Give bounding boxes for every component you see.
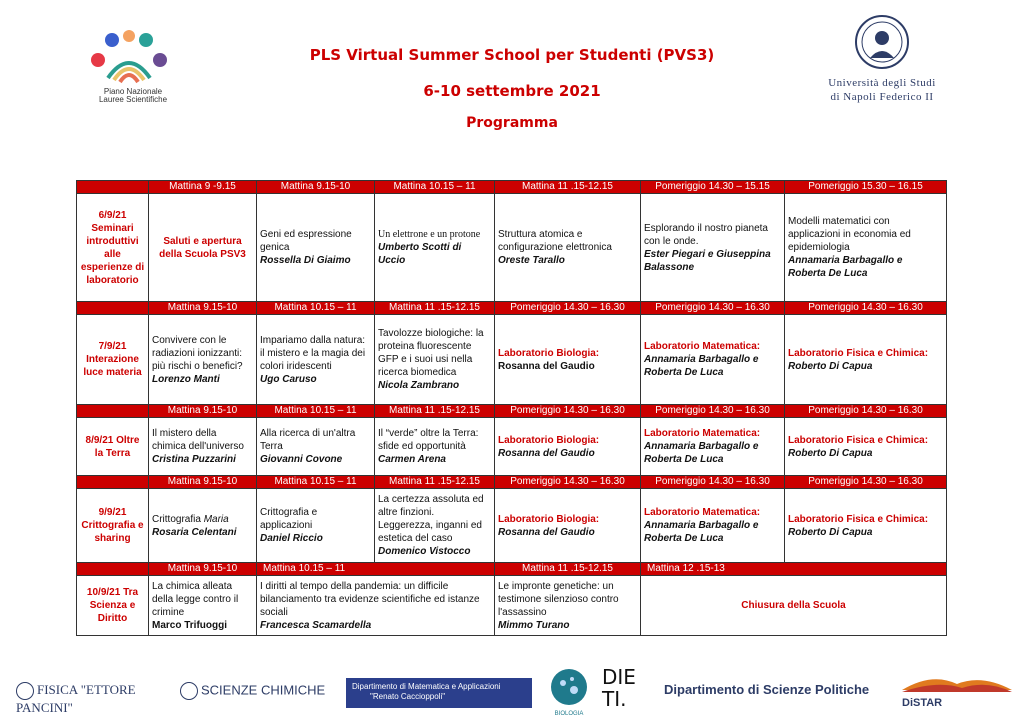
dieti-text-1: DIE [602, 665, 636, 689]
lab-cell [785, 489, 947, 563]
slot-header: Mattina 11 .15-12.15 [375, 405, 495, 418]
session-title: Un elettrone e un protone [378, 229, 481, 240]
lab-names: Annamaria Barbagallo e Roberta De Luca [644, 520, 759, 544]
lab-title: Laboratorio Fisica e Chimica: [788, 513, 929, 525]
session-speaker: Domenico Vistocco [378, 546, 471, 557]
lab-title: Laboratorio Matematica: [644, 428, 761, 439]
session-cell [257, 576, 495, 636]
table-row [77, 194, 947, 302]
session-speaker: Marco Trifuoggi [152, 619, 227, 631]
session-title: La certezza assoluta ed altre finzioni. Leggerezza, inganni ed estetica del caso [378, 494, 484, 544]
lab-names: Roberto Di Capua [788, 360, 873, 372]
university-line1: Università degli Studi [828, 77, 936, 89]
slot-header: Pomeriggio 14.30 – 16.30 [641, 405, 785, 418]
day-label: 7/9/21 Interazione luce materia [77, 315, 149, 405]
lab-cell [641, 418, 785, 476]
session-title: Il mistero della chimica dell'universo [152, 428, 244, 452]
dieti-logo [602, 666, 642, 714]
university-logo [812, 14, 952, 110]
header-row [77, 405, 947, 418]
closing-cell: Chiusura della Scuola [641, 576, 947, 636]
session-cell [149, 315, 257, 405]
lab-names: Annamaria Barbagallo e Roberta De Luca [644, 441, 759, 465]
chimiche-text: SCIENZE CHIMICHE [201, 682, 326, 698]
slot-header: Pomeriggio 14.30 – 16.30 [785, 476, 947, 489]
session-title: Crittografia [152, 513, 201, 525]
lab-names: Rosanna del Gaudio [498, 447, 595, 459]
lab-title: Laboratorio Biologia: [498, 434, 600, 446]
university-seal-icon [854, 14, 910, 70]
slot-header: Mattina 10.15 – 11 [257, 563, 495, 576]
day-cell-blank [77, 476, 149, 489]
slot-header: Pomeriggio 14.30 – 16.30 [495, 476, 641, 489]
matematica-logo [346, 678, 532, 708]
table-row [77, 418, 947, 476]
lab-cell [495, 418, 641, 476]
day-label: 6/9/21 Seminari introduttivi alle esperienze di laboratorio [77, 194, 149, 302]
lab-title: Laboratorio Matematica: [644, 341, 761, 352]
session-cell [375, 489, 495, 563]
session-title: Crittografia e applicazioni [260, 507, 318, 531]
chimiche-logo [180, 682, 330, 702]
session-speaker: Francesca Scamardella [260, 619, 372, 631]
slot-header: Mattina 12 .15-13 [641, 563, 947, 576]
session-title: Tavolozze biologiche: la proteina fluorescente GFP e i suoi usi nella ricerca biomedica [378, 328, 484, 378]
slot-header: Pomeriggio 14.30 – 16.30 [785, 302, 947, 315]
slot-header: Pomeriggio 14.30 – 16.30 [641, 302, 785, 315]
pls-line2: Lauree Scientifiche [98, 95, 168, 104]
session-speaker: Ester Piegari e Giuseppina Balassone [644, 248, 771, 273]
lab-cell [495, 315, 641, 405]
biologia-text: BIOLOGIA [554, 711, 584, 717]
session-cell [495, 576, 641, 636]
session-cell [375, 315, 495, 405]
session-title: La chimica alleata della legge contro il crimine [152, 580, 239, 618]
session-title: Geni ed espressione genica [260, 229, 352, 253]
day-cell-blank [77, 563, 149, 576]
session-speaker: Mimmo Turano [498, 619, 570, 631]
session-cell [785, 194, 947, 302]
slot-header: Mattina 11 .15-12.15 [495, 563, 641, 576]
table-row [77, 315, 947, 405]
lab-names: Rosanna del Gaudio [498, 526, 595, 538]
footer-logos [0, 664, 1024, 720]
session-speaker: Carmen Arena [378, 454, 446, 465]
session-cell [257, 194, 375, 302]
biologia-logo [548, 668, 590, 717]
slot-header: Mattina 11 .15-12.15 [495, 181, 641, 194]
page-subtitle: Programma [466, 115, 558, 131]
fisica-seal-icon [16, 682, 34, 700]
session-speaker: Rosaria Celentani [152, 526, 237, 538]
session-title: Esplorando il nostro pianeta con le onde. [644, 222, 768, 247]
session-cell [641, 194, 785, 302]
dieti-text-2: TI. [602, 687, 627, 711]
session-cell [257, 489, 375, 563]
session-speaker: Umberto Scotti di Uccio [378, 242, 462, 266]
session-speaker: Giovanni Covone [260, 454, 343, 465]
session-speaker: Oreste Tarallo [498, 255, 565, 266]
slot-header: Mattina 9.15-10 [149, 476, 257, 489]
pls-line1: Piano Nazionale [103, 87, 163, 96]
slot-header: Pomeriggio 14.30 – 16.30 [641, 476, 785, 489]
lab-title: Laboratorio Biologia: [498, 513, 600, 525]
session-cell [495, 194, 641, 302]
session-speaker: Annamaria Barbagallo e Roberta De Luca [788, 255, 903, 279]
session-speaker: Cristina Puzzarini [152, 454, 236, 465]
slot-header: Mattina 9.15-10 [149, 405, 257, 418]
session-cell [375, 418, 495, 476]
session-cell [149, 489, 257, 563]
session-title: Struttura atomica e configurazione elettronica [498, 229, 612, 253]
lab-cell [495, 489, 641, 563]
lab-names: Roberto Di Capua [788, 447, 873, 459]
slot-header: Pomeriggio 15.30 – 16.15 [785, 181, 947, 194]
slot-header: Pomeriggio 14.30 – 15.15 [641, 181, 785, 194]
lab-title: Laboratorio Biologia: [498, 347, 600, 359]
slot-header: Mattina 9.15-10 [257, 181, 375, 194]
session-title: Le impronte genetiche: un testimone silenzioso contro l'assassino [498, 580, 619, 618]
lab-names: Rosanna del Gaudio [498, 360, 595, 372]
slot-header: Mattina 11 .15-12.15 [375, 302, 495, 315]
session-cell [149, 418, 257, 476]
header-row [77, 302, 947, 315]
lab-names: Annamaria Barbagallo e Roberta De Luca [644, 354, 759, 378]
session-title-italic: Maria [203, 513, 229, 525]
session-title: Alla ricerca di un'altra Terra [260, 428, 356, 452]
day-label: 9/9/21 Crittografia e sharing [77, 489, 149, 563]
biologia-emblem-icon [548, 668, 590, 706]
slot-header: Mattina 10.15 – 11 [257, 302, 375, 315]
page-dates: 6-10 settembre 2021 [423, 82, 601, 100]
session-cell [375, 194, 495, 302]
session-speaker: Daniel Riccio [260, 533, 323, 544]
slot-header: Mattina 10.15 – 11 [257, 476, 375, 489]
day-cell-blank [77, 302, 149, 315]
lab-title: Laboratorio Fisica e Chimica: [788, 434, 929, 446]
header-row [77, 476, 947, 489]
lab-names: Roberto Di Capua [788, 526, 873, 538]
slot-header: Pomeriggio 14.30 – 16.30 [495, 302, 641, 315]
session-title: Il “verde” oltre la Terra: sfide ed opportunità [378, 428, 479, 452]
fisica-logo [16, 682, 176, 716]
slot-header: Mattina 10.15 – 11 [257, 405, 375, 418]
day-label: 10/9/21 Tra Scienza e Diritto [77, 576, 149, 636]
matematica-text-1: Dipartimento di Matematica e Applicazioni [352, 682, 501, 691]
slot-header: Mattina 9 -9.15 [149, 181, 257, 194]
slot-header: Mattina 11 .15-12.15 [375, 476, 495, 489]
university-line2: di Napoli Federico II [830, 91, 934, 103]
session-speaker: Lorenzo Manti [152, 373, 220, 385]
table-row [77, 489, 947, 563]
university-name [812, 76, 952, 104]
session-cell [257, 315, 375, 405]
programme-table [76, 180, 947, 636]
session-title: I diritti al tempo della pandemia: un difficile bilanciamento tra evidenze scientifiche ed istanze sociali [260, 580, 480, 618]
session-title: Modelli matematici con applicazioni in economia ed epidemiologia [788, 216, 911, 253]
fisica-text: FISICA "ETTORE PANCINI" [16, 682, 136, 716]
table-row [77, 576, 947, 636]
lab-cell [785, 418, 947, 476]
session-cell [257, 418, 375, 476]
page-title: PLS Virtual Summer School per Studenti (PVS3) [309, 46, 715, 64]
lab-title: Laboratorio Fisica e Chimica: [788, 347, 929, 359]
slot-header: Pomeriggio 14.30 – 16.30 [495, 405, 641, 418]
header-row [77, 563, 947, 576]
day-cell-blank [77, 181, 149, 194]
chimiche-seal-icon [180, 682, 198, 700]
slot-header: Mattina 10.15 – 11 [375, 181, 495, 194]
session-speaker: Nicola Zambrano [378, 380, 460, 391]
lab-cell [641, 489, 785, 563]
lab-title: Laboratorio Matematica: [644, 507, 761, 518]
scienze-politiche-logo: Dipartimento di Scienze Politiche [664, 682, 870, 697]
matematica-text-2: "Renato Caccioppoli" [370, 692, 446, 701]
distar-text: DiSTAR [902, 697, 943, 709]
distar-landscape-icon [902, 672, 1012, 692]
day-label: 8/9/21 Oltre la Terra [77, 418, 149, 476]
lab-cell [785, 315, 947, 405]
session-speaker: Rossella Di Giaimo [260, 255, 351, 266]
session-title: Impariamo dalla natura: il mistero e la magia dei colori iridescenti [260, 334, 366, 372]
slot-header: Mattina 9.15-10 [149, 302, 257, 315]
session-speaker: Ugo Caruso [260, 373, 317, 385]
slot-header: Pomeriggio 14.30 – 16.30 [785, 405, 947, 418]
session-cell [149, 576, 257, 636]
opening-cell: Saluti e apertura della Scuola PSV3 [149, 194, 257, 302]
lab-cell [641, 315, 785, 405]
header-row [77, 181, 947, 194]
session-title: Convivere con le radiazioni ionizzanti: più rischi o benefici? [152, 334, 243, 372]
day-cell-blank [77, 405, 149, 418]
distar-logo [902, 672, 1012, 716]
slot-header: Mattina 9.15-10 [149, 563, 257, 576]
